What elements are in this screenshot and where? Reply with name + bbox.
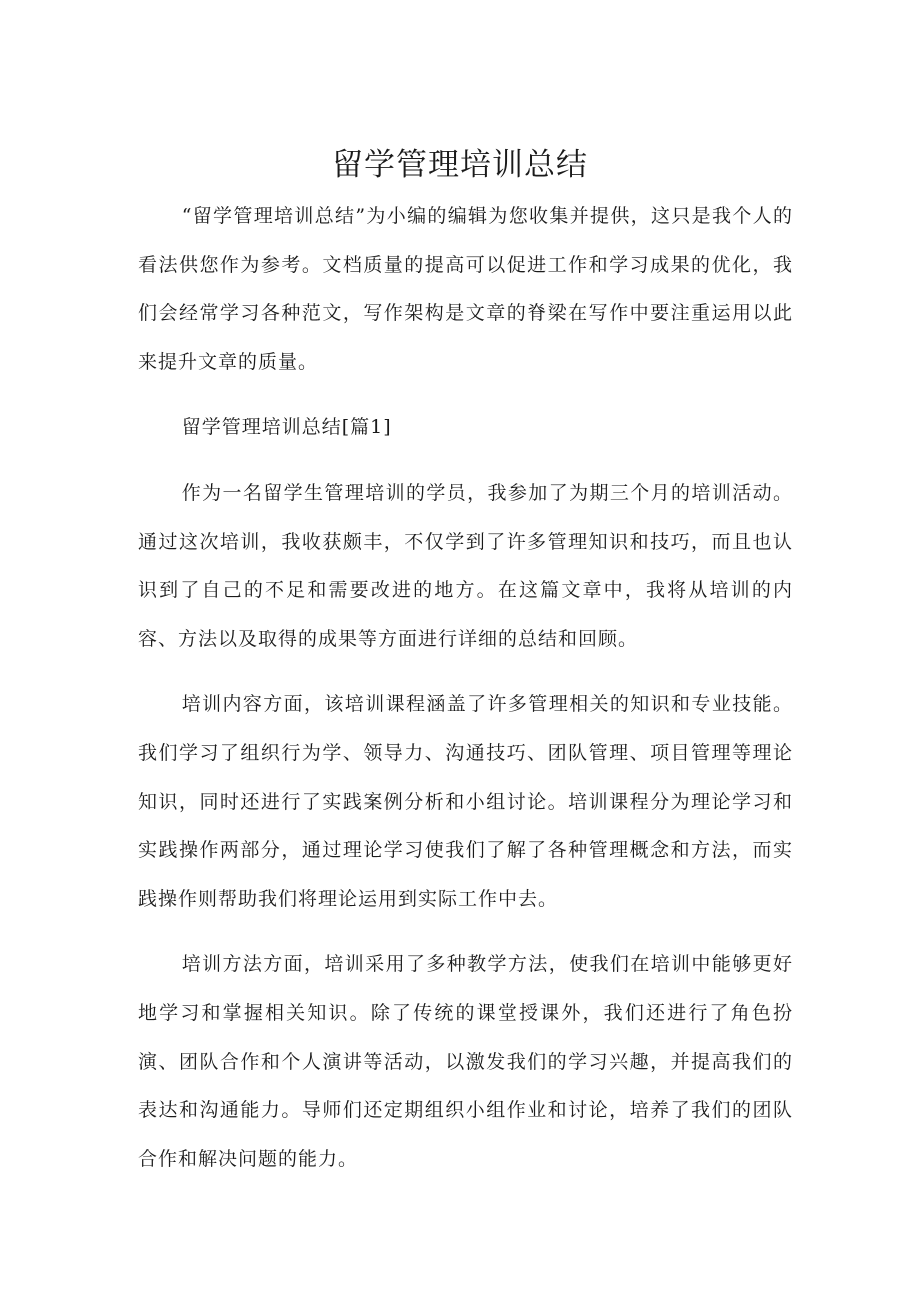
page-title: 留学管理培训总结 [332,147,588,183]
body-paragraph-3: 培训方法方面，培训采用了多种教学方法，使我们在培训中能够更好地学习和掌握相关知识。除了传统的课堂授课外，我们还进行了角色扮演、团队合作和个人演讲等活动，以激发我们的学习兴趣，并提高我们的表达和沟通能力。导师们还定期组织小组作业和讨论，培养了我们的团队合作和解决问题的能力。 [138,953,793,1170]
intro-paragraph: “留学管理培训总结”为小编的编辑为您收集并提供，这只是我个人的看法供您作为参考。文档质量的提高可以促进工作和学习成果的优化，我们会经常学习各种范文，写作架构是文章的脊梁在写作中要注重运用以此来提升文章的质量。 [138,205,793,373]
body-paragraph-2: 培训内容方面，该培训课程涵盖了许多管理相关的知识和专业技能。我们学习了组织行为学、领导力、沟通技巧、团队管理、项目管理等理论知识，同时还进行了实践案例分析和小组讨论。培训课程分为理论学习和实践操作两部分，通过理论学习使我们了解了各种管理概念和方法，而实践操作则帮助我们将理论运用到实际工作中去。 [138,693,793,910]
document-body [138,192,793,1183]
section-heading: 留学管理培训总结[篇1] [181,416,392,439]
body-paragraph-1: 作为一名留学生管理培训的学员，我参加了为期三个月的培训活动。通过这次培训，我收获颇丰，不仅学到了许多管理知识和技巧，而且也认识到了自己的不足和需要改进的地方。在这篇文章中，我将从培训的内容、方法以及取得的成果等方面进行详细的总结和回顾。 [138,481,793,650]
